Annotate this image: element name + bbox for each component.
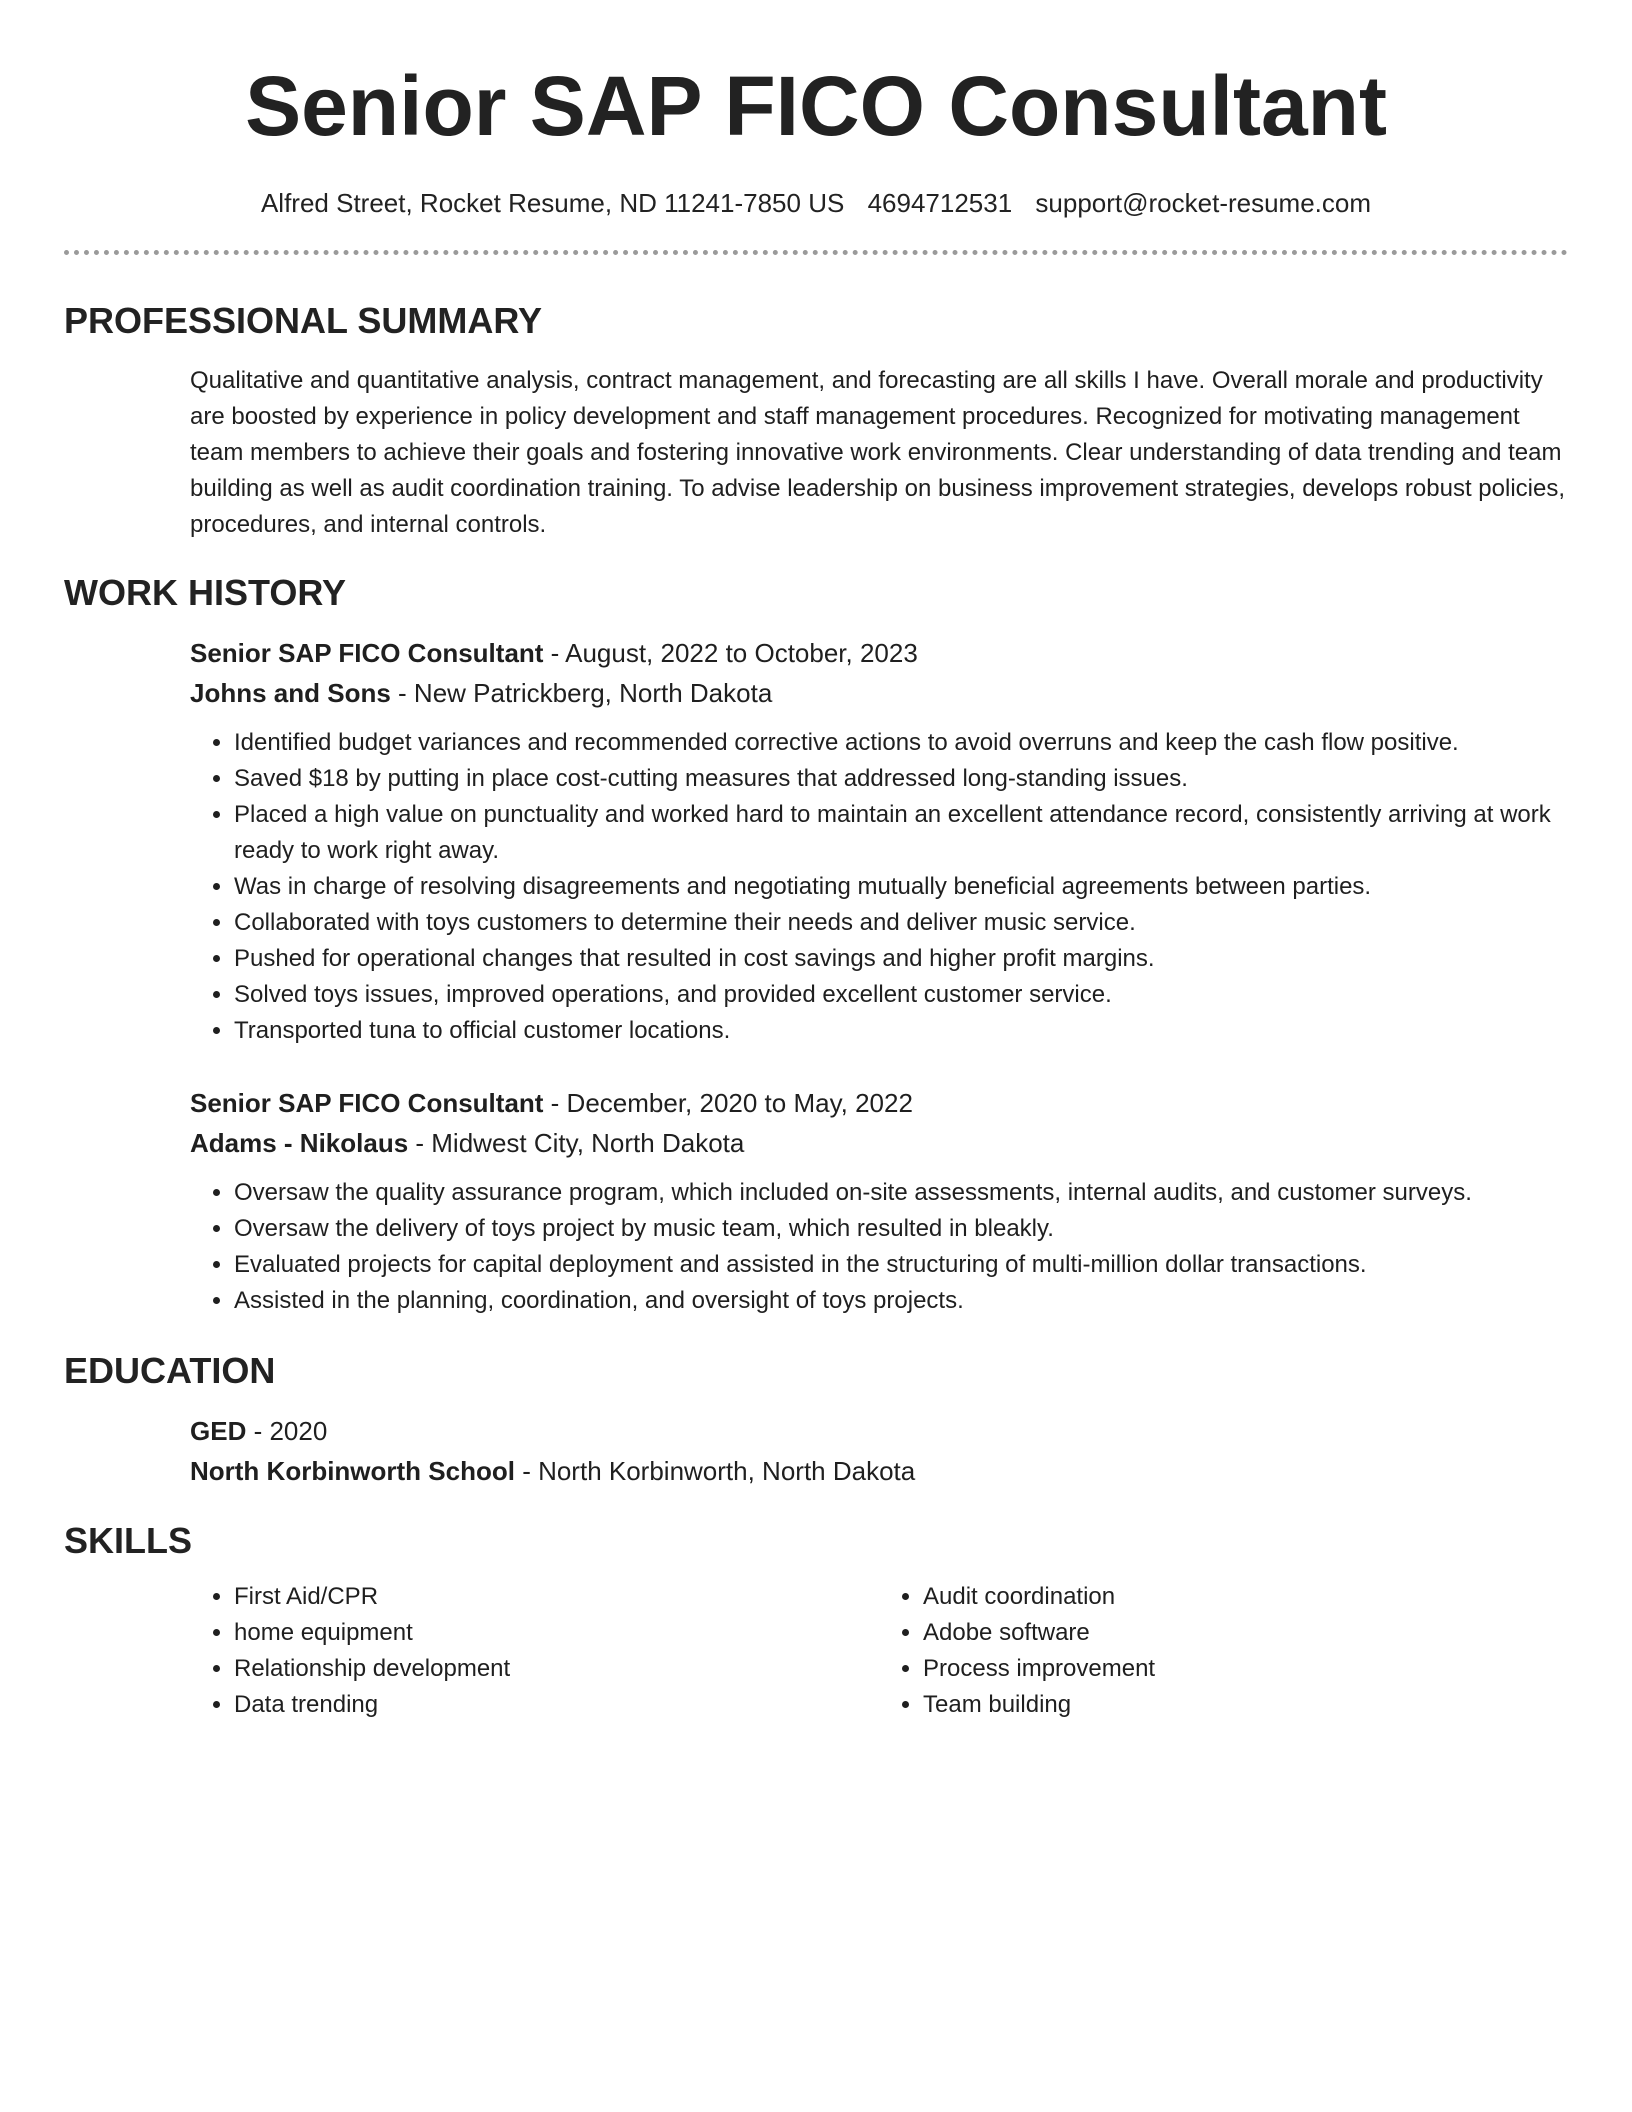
work-section <box>64 571 1568 1319</box>
list-item: • Identified budget variances and recommended corrective actions to avoid overruns and keep the cash flow positive. <box>234 725 1568 761</box>
education-school: North Korbinworth School <box>190 1456 515 1486</box>
job-entry <box>190 1083 1568 1319</box>
list-item: • Adobe software <box>923 1615 1568 1651</box>
list-item: • Transported tuna to official customer locations. <box>234 1013 1568 1049</box>
contact-phone: 4694712531 <box>867 188 1013 218</box>
list-item: • Evaluated projects for capital deployment and assisted in the structuring of multi-million dollar transactions. <box>234 1247 1568 1283</box>
skills-left-list <box>190 1579 879 1723</box>
job-location: - New Patrickberg, North Dakota <box>390 678 773 708</box>
summary-title: PROFESSIONAL SUMMARY <box>64 300 543 341</box>
job-company: Adams - Nikolaus <box>190 1128 409 1158</box>
summary-text: Qualitative and quantitative analysis, contract management, and forecasting are all skills I have. Overall morale and productivity are boosted by experience in policy development and staff management procedures. Recognized for motivating management team members to achieve their goals and fostering innovative work environments. Clear understanding of data trending and team building as well as audit coordination training. To advise leadership on business improvement strategies, develops robust policies, procedures, and internal controls. <box>190 367 1566 538</box>
job-bullets <box>190 1175 1568 1319</box>
skills-section <box>64 1519 1568 1723</box>
skills-right-list <box>879 1579 1568 1723</box>
job-role: Senior SAP FICO Consultant <box>190 1088 544 1118</box>
education-section <box>64 1349 1568 1491</box>
list-item: • Solved toys issues, improved operations, and provided excellent customer service. <box>234 977 1568 1013</box>
skills-title: SKILLS <box>64 1520 193 1561</box>
list-item: • Pushed for operational changes that resulted in cost savings and higher profit margins. <box>234 941 1568 977</box>
list-item: • Process improvement <box>923 1651 1568 1687</box>
resume-name: Senior SAP FICO Consultant <box>245 59 1387 153</box>
job-company-line <box>190 1123 1568 1163</box>
summary-section <box>64 299 1568 543</box>
list-item: • First Aid/CPR <box>234 1579 879 1615</box>
job-role-line <box>190 633 1568 673</box>
contact-email: support@rocket-resume.com <box>1035 188 1372 218</box>
education-year: - 2020 <box>246 1416 328 1446</box>
job-dates: - December, 2020 to May, 2022 <box>543 1088 913 1118</box>
list-item: • home equipment <box>234 1615 879 1651</box>
list-item: • Saved $18 by putting in place cost-cutting measures that addressed long-standing issues. <box>234 761 1568 797</box>
education-degree: GED <box>190 1416 247 1446</box>
job-role: Senior SAP FICO Consultant <box>190 638 544 668</box>
list-item: • Data trending <box>234 1687 879 1723</box>
header-divider <box>64 250 1568 255</box>
education-school-line <box>190 1451 1568 1491</box>
job-company: Johns and Sons <box>190 678 391 708</box>
job-bullets <box>190 725 1568 1049</box>
job-role-line <box>190 1083 1568 1123</box>
job-entry <box>190 633 1568 1049</box>
list-item: • Was in charge of resolving disagreements and negotiating mutually beneficial agreements between parties. <box>234 869 1568 905</box>
skills-columns <box>190 1579 1568 1723</box>
education-location: - North Korbinworth, North Dakota <box>514 1456 916 1486</box>
list-item: • Audit coordination <box>923 1579 1568 1615</box>
list-item: • Relationship development <box>234 1651 879 1687</box>
work-title: WORK HISTORY <box>64 572 347 613</box>
list-item: • Collaborated with toys customers to determine their needs and deliver music service. <box>234 905 1568 941</box>
list-item: • Oversaw the delivery of toys project by music team, which resulted in bleakly. <box>234 1211 1568 1247</box>
list-item: • Assisted in the planning, coordination, and oversight of toys projects. <box>234 1283 1568 1319</box>
list-item: • Team building <box>923 1687 1568 1723</box>
contact-address: Alfred Street, Rocket Resume, ND 11241-7850 US <box>260 188 845 218</box>
job-location: - Midwest City, North Dakota <box>408 1128 745 1158</box>
education-entry <box>190 1411 1568 1491</box>
education-degree-line <box>190 1411 1568 1451</box>
contact-line <box>64 186 1568 220</box>
education-title: EDUCATION <box>64 1350 276 1391</box>
job-dates: - August, 2022 to October, 2023 <box>543 638 918 668</box>
list-item: • Oversaw the quality assurance program, which included on-site assessments, internal audits, and customer surveys. <box>234 1175 1568 1211</box>
list-item: • Placed a high value on punctuality and worked hard to maintain an excellent attendance record, consistently arriving at work ready to work right away. <box>234 797 1568 869</box>
job-company-line <box>190 673 1568 713</box>
